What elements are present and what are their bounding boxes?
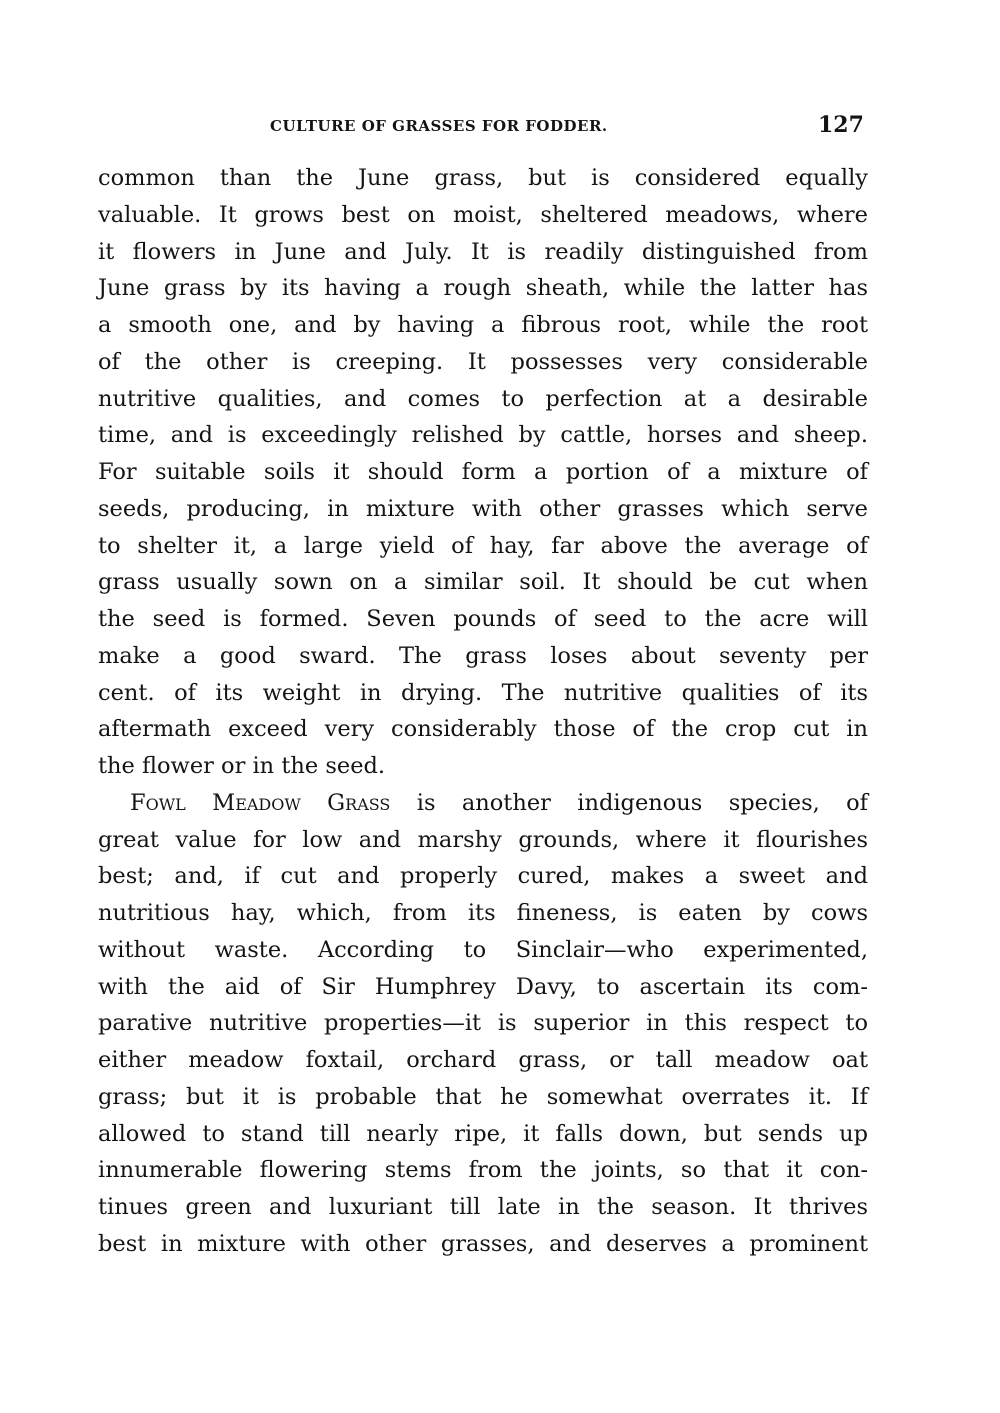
page-number: 127 bbox=[818, 112, 864, 138]
text-line: parative nutritive properties—it is superior in this respect to bbox=[98, 1010, 868, 1037]
grass-name-heading: Fowl Meadow Grass bbox=[130, 789, 391, 816]
text-line: cent. of its weight in drying. The nutritive qualities of its bbox=[98, 679, 868, 706]
text-line: to shelter it, a large yield of hay, far above the average of bbox=[98, 532, 868, 559]
body-text bbox=[98, 160, 868, 1263]
text-line: the flower or in the seed. bbox=[98, 753, 386, 779]
text-line: seeds, producing, in mixture with other grasses which serve bbox=[98, 495, 868, 522]
paragraph-2 bbox=[98, 785, 868, 1263]
text-line: nutritive qualities, and comes to perfection at a desirable bbox=[98, 385, 868, 412]
text-line: without waste. According to Sinclair—who experimented, bbox=[98, 936, 868, 963]
text-line: common than the June grass, but is considered equally bbox=[98, 165, 868, 191]
text-line: June grass by its having a rough sheath, while the latter has bbox=[98, 275, 868, 302]
text-line: make a good sward. The grass loses about seventy per bbox=[98, 642, 868, 669]
text-line: it flowers in June and July. It is readily distinguished from bbox=[98, 238, 868, 265]
text-line: time, and is exceedingly relished by cattle, horses and sheep. bbox=[98, 422, 868, 449]
text-line: of the other is creeping. It possesses very considerable bbox=[98, 348, 868, 375]
text-line: grass usually sown on a similar soil. It should be cut when bbox=[98, 569, 868, 596]
text-line: a smooth one, and by having a fibrous root, while the root bbox=[98, 312, 868, 338]
text-line: nutritious hay, which, from its fineness, is eaten by cows bbox=[98, 900, 868, 926]
text-line: the seed is formed. Seven pounds of seed to the acre will bbox=[98, 606, 868, 632]
paragraph-1 bbox=[98, 160, 868, 785]
text-line: valuable. It grows best on moist, sheltered meadows, where bbox=[98, 201, 868, 228]
text-line: with the aid of Sir Humphrey Davy, to ascertain its com- bbox=[98, 973, 868, 1000]
running-head: CULTURE OF GRASSES FOR FODDER. bbox=[270, 117, 608, 135]
text-line: allowed to stand till nearly ripe, it falls down, but sends up bbox=[98, 1120, 868, 1147]
text-run: is another indigenous species, of bbox=[390, 789, 868, 816]
text-line: great value for low and marshy grounds, where it flourishes bbox=[98, 826, 868, 853]
text-line: aftermath exceed very considerably those of the crop cut in bbox=[98, 716, 868, 743]
text-line: best in mixture with other grasses, and deserves a prominent bbox=[98, 1230, 868, 1257]
text-line: For suitable soils it should form a portion of a mixture of bbox=[98, 459, 868, 485]
text-line bbox=[98, 785, 868, 822]
text-line: tinues green and luxuriant till late in the season. It thrives bbox=[98, 1194, 868, 1220]
text-line: either meadow foxtail, orchard grass, or tall meadow oat bbox=[98, 1047, 868, 1073]
text-line: grass; but it is probable that he somewhat overrates it. If bbox=[98, 1083, 868, 1110]
text-line: best; and, if cut and properly cured, makes a sweet and bbox=[98, 863, 868, 890]
text-line: innumerable flowering stems from the joints, so that it con- bbox=[98, 1157, 868, 1184]
